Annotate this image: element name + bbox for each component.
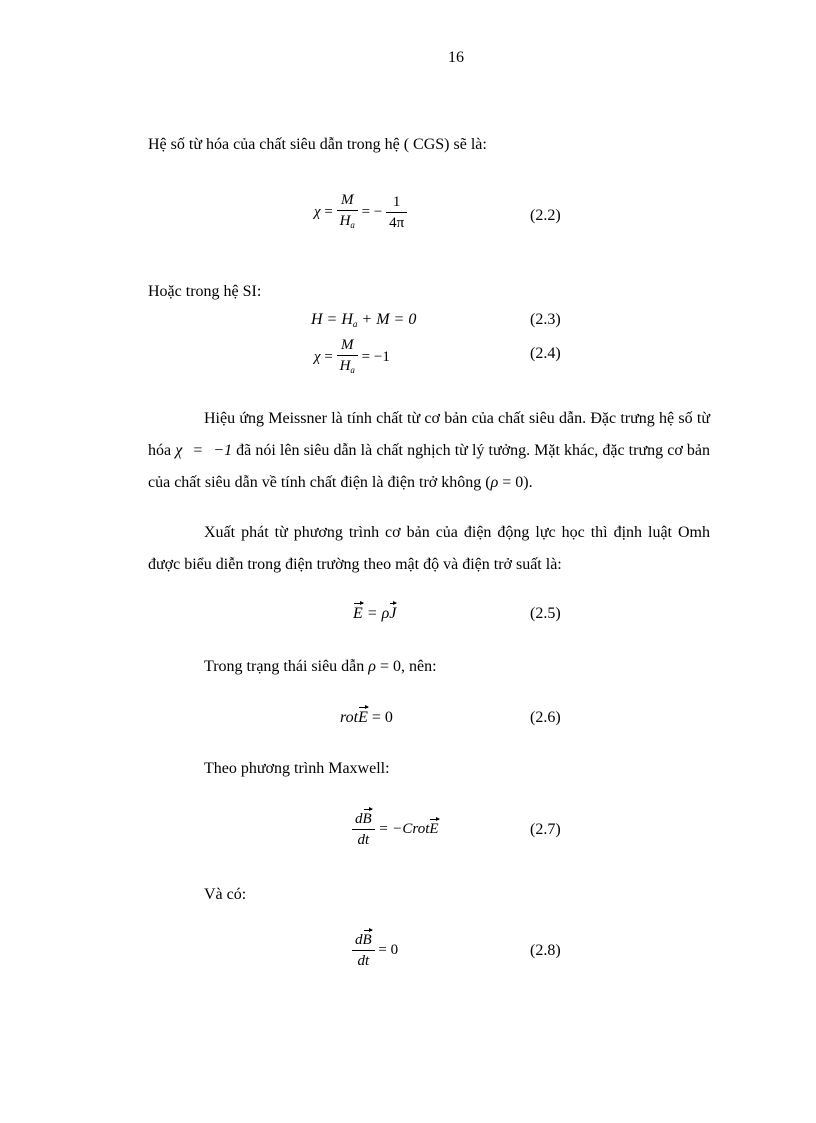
- rot-operator: rot: [340, 709, 359, 726]
- chi-value: χ = −1: [175, 442, 233, 459]
- meissner-text-2: đã nói lên siêu dẫn là chất nghịch từ lý tưởng. Mặt khác, đặc trưng cơ bản của chất siêu dẫn về tính chất điện là điện trở không (: [148, 442, 710, 491]
- equation-label-2-2: (2.2): [530, 207, 561, 224]
- numerator-db: [352, 932, 375, 951]
- state-text-before: Trong trạng thái siêu dẫn: [204, 658, 369, 675]
- equation-2-7: [352, 811, 439, 848]
- page-number: 16: [448, 49, 464, 66]
- denominator-dt: dt: [357, 953, 370, 969]
- vector-e: E: [429, 820, 439, 837]
- equation-label-2-6: (2.6): [530, 709, 561, 726]
- equals-rho: = ρ: [362, 605, 390, 622]
- subscript-a: a: [352, 319, 358, 329]
- eq-2-3-lhs: H = H: [311, 311, 353, 328]
- equation-2-5: [353, 605, 396, 623]
- numerator-m: M: [337, 337, 358, 356]
- equals-minus-one: = −1: [361, 348, 390, 365]
- vector-b: B: [362, 811, 372, 827]
- equation-2-8: [352, 932, 398, 969]
- vector-j: J: [389, 605, 397, 622]
- vector-b: B: [362, 932, 372, 948]
- fraction-m-over-ha: [337, 192, 358, 233]
- denominator-ha: [337, 356, 358, 378]
- fraction-m-over-ha: [337, 337, 358, 378]
- superconducting-state-text: [204, 659, 437, 675]
- vector-e: E: [353, 605, 363, 622]
- equation-2-3: [311, 311, 416, 329]
- eq-2-3-rhs: + M = 0: [357, 311, 417, 328]
- maxwell-text: Theo phương trình Maxwell:: [204, 760, 390, 777]
- meissner-paragraph: [148, 403, 710, 499]
- state-text-after: = 0, nên:: [375, 658, 437, 675]
- d-symbol: d: [355, 811, 363, 827]
- equation-label-2-4: (2.4): [530, 345, 561, 362]
- ohm-text: Xuất phát từ phương trình cơ bản của điện động lực học thì định luật Omh được biểu diễn trong điện trường theo mật độ và điện trở suất là:: [148, 524, 710, 573]
- intro-si-text: Hoặc trong hệ SI:: [148, 283, 262, 300]
- equals-zero: = 0: [378, 941, 399, 958]
- equation-2-6: [340, 709, 393, 727]
- equation-label-2-5: (2.5): [530, 605, 561, 622]
- chi-symbol: χ: [314, 348, 321, 365]
- fraction-db-over-dt: [352, 811, 375, 848]
- equals-sign: =: [324, 203, 333, 220]
- meissner-text-3: = 0).: [498, 474, 533, 491]
- denominator-dt: dt: [357, 832, 370, 848]
- h-symbol: H: [339, 213, 351, 229]
- equation-2-2: [314, 192, 407, 233]
- subscript-a: a: [350, 365, 355, 375]
- numerator-m: M: [337, 192, 358, 211]
- numerator-db: [352, 811, 375, 830]
- subscript-a: a: [350, 220, 355, 230]
- rho-symbol: ρ: [368, 658, 376, 675]
- equals-zero: = 0: [367, 709, 393, 726]
- rho-symbol: ρ: [490, 474, 499, 491]
- numerator-one: 1: [386, 194, 407, 213]
- equation-2-4: [314, 337, 390, 378]
- intro-cgs-text: Hệ số từ hóa của chất siêu dẫn trong hệ ( CGS) sẽ là:: [148, 136, 487, 153]
- meissner-text-1: Hiệu ứng Meissner là tính chất từ cơ bản của chất siêu dẫn. Đặc trưng hệ số từ hóa: [148, 410, 710, 459]
- d-symbol: d: [355, 932, 363, 948]
- equation-label-2-3: (2.3): [530, 311, 561, 328]
- equals-sign: =: [324, 348, 333, 365]
- chi-symbol: χ: [314, 203, 321, 220]
- ohm-paragraph: [148, 517, 710, 581]
- denominator-ha: [337, 211, 358, 233]
- equation-label-2-7: (2.7): [530, 821, 561, 838]
- vector-e: E: [358, 709, 368, 726]
- fraction-db-over-dt: [352, 932, 375, 969]
- va-co-text: Và có:: [204, 886, 247, 903]
- equals-minus-crot: = −Crot: [378, 820, 430, 837]
- equals-minus: = −: [361, 203, 383, 220]
- h-symbol: H: [339, 358, 351, 374]
- fraction-one-over-four-pi: [386, 194, 407, 231]
- equation-label-2-8: (2.8): [530, 942, 561, 959]
- denominator-four-pi: 4π: [389, 215, 405, 231]
